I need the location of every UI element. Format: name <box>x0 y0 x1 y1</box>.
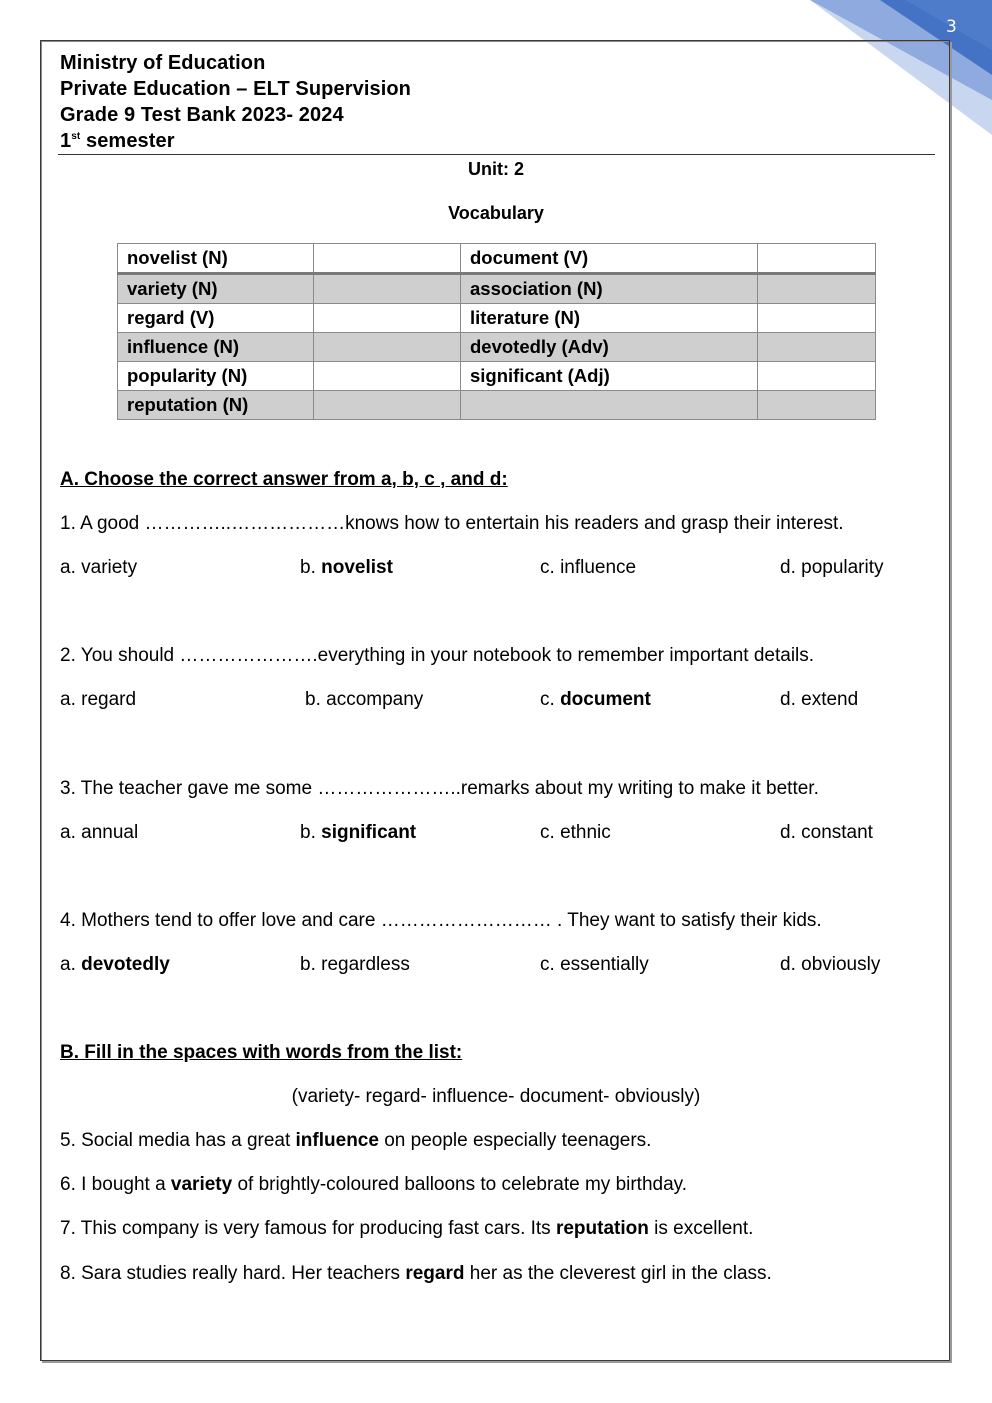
option-letter: c. <box>540 822 561 843</box>
vocab-word-cell: influence (N) <box>118 333 314 362</box>
sentence-start: 5. Social media has a great <box>60 1130 296 1151</box>
vocab-blank-cell <box>314 244 461 274</box>
unit-title: Unit: 2 <box>468 159 524 179</box>
option-letter: b. <box>305 689 327 710</box>
option-letter: b. <box>300 822 322 843</box>
option-letter: b. <box>300 954 322 975</box>
option-word-correct: significant <box>321 822 417 843</box>
option-word: extend <box>801 689 859 710</box>
vocab-word-cell: variety (N) <box>118 274 314 304</box>
semester-superscript: st <box>71 131 81 142</box>
vocab-blank-cell <box>758 362 876 391</box>
sentence-end: of brightly-coloured balloons to celebrate my birthday. <box>232 1174 688 1195</box>
option-word-correct: devotedly <box>81 954 170 975</box>
vocab-blank-cell <box>758 333 876 362</box>
answer-option <box>780 689 858 711</box>
answer-option <box>780 822 873 844</box>
document-header <box>60 50 411 154</box>
answer-option <box>300 557 393 579</box>
answer-option <box>60 689 136 711</box>
fill-in-sentence <box>60 1218 753 1240</box>
vocabulary-table <box>117 243 876 420</box>
option-word-correct: novelist <box>321 557 393 578</box>
sentence-start: 6. I bought a <box>60 1174 171 1195</box>
vocabulary-row <box>118 244 876 274</box>
vocab-word-cell: reputation (N) <box>118 391 314 420</box>
vocab-word-cell: popularity (N) <box>118 362 314 391</box>
vocab-word-cell: document (V) <box>461 244 758 274</box>
answer-option <box>780 954 880 976</box>
option-letter: d. <box>780 822 802 843</box>
option-letter: d. <box>780 954 802 975</box>
question-text: 3. The teacher gave me some …………………..remarks about my writing to make it better. <box>60 778 819 799</box>
page-number: 3 <box>946 17 957 37</box>
option-word: accompany <box>326 689 424 710</box>
option-word: regardless <box>321 954 410 975</box>
option-letter: b. <box>300 557 322 578</box>
option-word: influence <box>560 557 637 578</box>
answer-option <box>540 822 611 844</box>
vocab-word-cell: association (N) <box>461 274 758 304</box>
header-test-bank: Grade 9 Test Bank 2023- 2024 <box>60 104 344 126</box>
question-text: 4. Mothers tend to offer love and care ……………………… . They want to satisfy their kids. <box>60 910 822 931</box>
option-letter: a. <box>60 822 82 843</box>
option-letter: c. <box>540 689 561 710</box>
option-letter: c. <box>540 954 561 975</box>
sentence-start: 8. Sara studies really hard. Her teachers <box>60 1263 406 1284</box>
vocabulary-title: Vocabulary <box>448 203 544 223</box>
sentence-end: on people especially teenagers. <box>378 1130 652 1151</box>
vocab-blank-cell <box>314 304 461 333</box>
option-letter: a. <box>60 689 82 710</box>
answer-option <box>540 557 636 579</box>
vocab-word-cell: significant (Adj) <box>461 362 758 391</box>
vocab-word-cell <box>461 391 758 420</box>
semester-label: semester <box>80 130 175 152</box>
vocab-blank-cell <box>314 333 461 362</box>
option-word: regard <box>81 689 137 710</box>
vocab-blank-cell <box>314 391 461 420</box>
header-divider <box>58 154 935 155</box>
answer-option <box>60 954 170 976</box>
vocab-word-cell: novelist (N) <box>118 244 314 274</box>
vocab-blank-cell <box>758 244 876 274</box>
option-word: popularity <box>801 557 884 578</box>
answer-option <box>300 822 416 844</box>
vocabulary-row <box>118 304 876 333</box>
vocabulary-row <box>118 362 876 391</box>
option-word-correct: document <box>560 689 651 710</box>
question-text: 1. A good …………..………………knows how to entertain his readers and grasp their interest. <box>60 513 844 534</box>
section-b-title: B. Fill in the spaces with words from the list: <box>60 1042 463 1063</box>
option-letter: c. <box>540 557 561 578</box>
filled-answer: variety <box>170 1174 233 1195</box>
option-letter: a. <box>60 557 82 578</box>
option-word: constant <box>801 822 873 843</box>
answer-option <box>60 822 138 844</box>
fill-in-sentence <box>60 1174 687 1196</box>
option-letter: a. <box>60 954 82 975</box>
vocabulary-row <box>118 333 876 362</box>
answer-option <box>540 954 649 976</box>
header-ministry: Ministry of Education <box>60 52 266 74</box>
answer-option <box>300 954 410 976</box>
vocab-blank-cell <box>314 274 461 304</box>
section-a-title: A. Choose the correct answer from a, b, c , and d: <box>60 469 508 490</box>
option-word: essentially <box>560 954 649 975</box>
filled-answer: influence <box>295 1130 379 1151</box>
vocabulary-row <box>118 391 876 420</box>
header-semester <box>60 128 411 154</box>
answer-option <box>780 557 884 579</box>
sentence-start: 7. This company is very famous for producing fast cars. Its <box>60 1218 556 1239</box>
option-word: obviously <box>801 954 881 975</box>
filled-answer: regard <box>405 1263 465 1284</box>
vocab-blank-cell <box>314 362 461 391</box>
vocabulary-row <box>118 274 876 304</box>
answer-option <box>305 689 423 711</box>
fill-in-sentence <box>60 1130 651 1152</box>
word-list: (variety- regard- influence- document- obviously) <box>291 1086 701 1107</box>
vocab-word-cell: literature (N) <box>461 304 758 333</box>
question-text: 2. You should ………………….everything in your notebook to remember important details. <box>60 645 815 666</box>
sentence-end: her as the cleverest girl in the class. <box>464 1263 772 1284</box>
option-letter: d. <box>780 557 802 578</box>
semester-number: 1 <box>60 130 72 152</box>
header-department: Private Education – ELT Supervision <box>60 78 411 100</box>
answer-option <box>540 689 651 711</box>
answer-option <box>60 557 137 579</box>
vocab-word-cell: regard (V) <box>118 304 314 333</box>
vocab-word-cell: devotedly (Adv) <box>461 333 758 362</box>
vocab-blank-cell <box>758 391 876 420</box>
option-word: ethnic <box>560 822 611 843</box>
option-word: variety <box>81 557 138 578</box>
fill-in-sentence <box>60 1263 772 1285</box>
vocab-blank-cell <box>758 304 876 333</box>
option-word: annual <box>81 822 139 843</box>
option-letter: d. <box>780 689 802 710</box>
filled-answer: reputation <box>555 1218 649 1239</box>
sentence-end: is excellent. <box>648 1218 754 1239</box>
vocab-blank-cell <box>758 274 876 304</box>
